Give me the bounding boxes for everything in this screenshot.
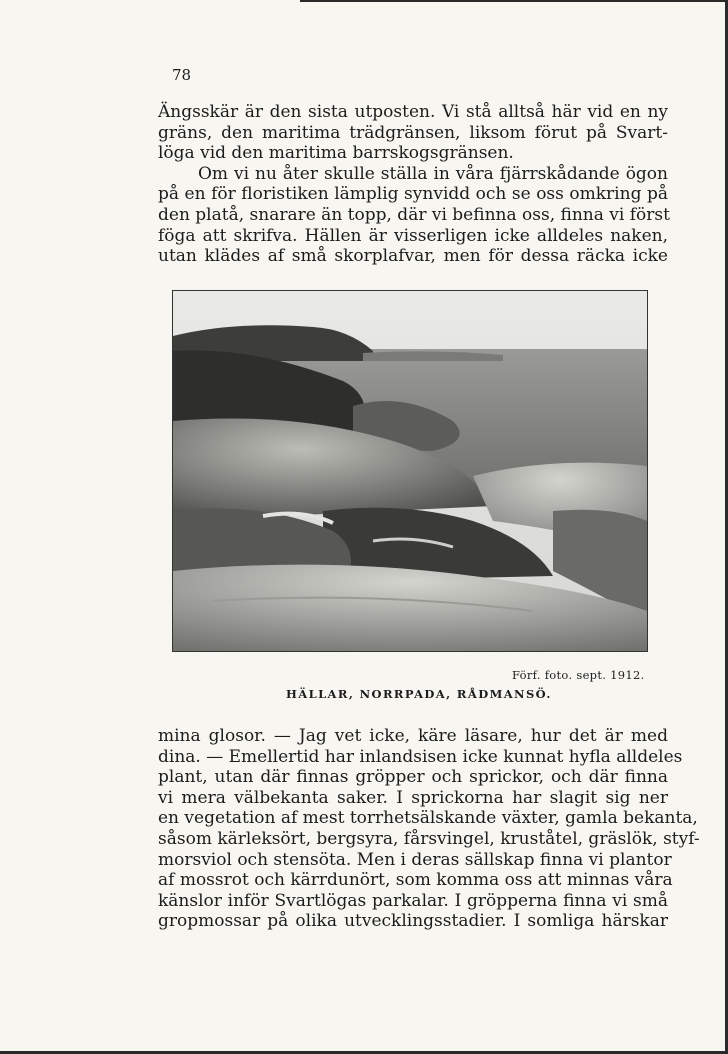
text-line: gräns, den maritima trädgränsen, liksom förut på Svart- [158, 122, 668, 143]
text-line: plant, utan där finnas gröpper och sprickor, och där finna [158, 767, 668, 788]
text-line: vi mera välbekanta saker. I sprickorna har slagit sig ner [158, 787, 668, 808]
figure-caption: HÄLLAR, NORRPADA, RÅDMANSÖ. [286, 687, 552, 701]
text-line: morsviol och stensöta. Men i deras sällskap finna vi plantor [158, 849, 672, 870]
text-line: af mossrot och kärrdunört, som komma oss att minnas våra [158, 870, 673, 891]
text-line: på en för floristiken lämplig synvidd och se oss omkring på [158, 184, 668, 205]
photo-illustration [173, 291, 647, 651]
text-line: gropmossar på olika utvecklingsstadier. I somliga härskar [158, 911, 668, 932]
text-line: den platå, snarare än topp, där vi befinna oss, finna vi först [158, 204, 670, 225]
text-line: löga vid den maritima barrskogsgränsen. [158, 143, 514, 164]
text-line: känslor inför Svartlögas parkalar. I gröpperna finna vi små [158, 890, 668, 911]
bottom-paragraph [158, 726, 700, 932]
text-line: Om vi nu åter skulle ställa in våra fjärrskådande ögon [198, 163, 668, 184]
text-line: dina. — Emellertid har inlandsisen icke kunnat hyfla alldeles [158, 746, 683, 767]
text-line: såsom kärleksört, bergsyra, fårsvingel, kruståtel, gräslök, styf- [158, 828, 700, 849]
top-paragraph [158, 102, 668, 267]
photo-credit: Förf. foto. sept. 1912. [512, 668, 645, 682]
text-line: mina glosor. — Jag vet icke, käre läsare, hur det är med [158, 726, 668, 746]
page-number: 78 [172, 66, 192, 84]
text-line: en vegetation af mest torrhetsälskande växter, gamla bekanta, [158, 808, 698, 829]
scan-edge-top [300, 0, 728, 2]
rock-shore-photograph [172, 290, 648, 652]
text-line: utan klädes af små skorplafvar, men för dessa räcka icke [158, 246, 668, 267]
text-line: Ängsskär är den sista utposten. Vi stå alltså här vid en ny [158, 102, 668, 122]
text-line: föga att skrifva. Hällen är visserligen icke alldeles naken, [158, 225, 668, 246]
